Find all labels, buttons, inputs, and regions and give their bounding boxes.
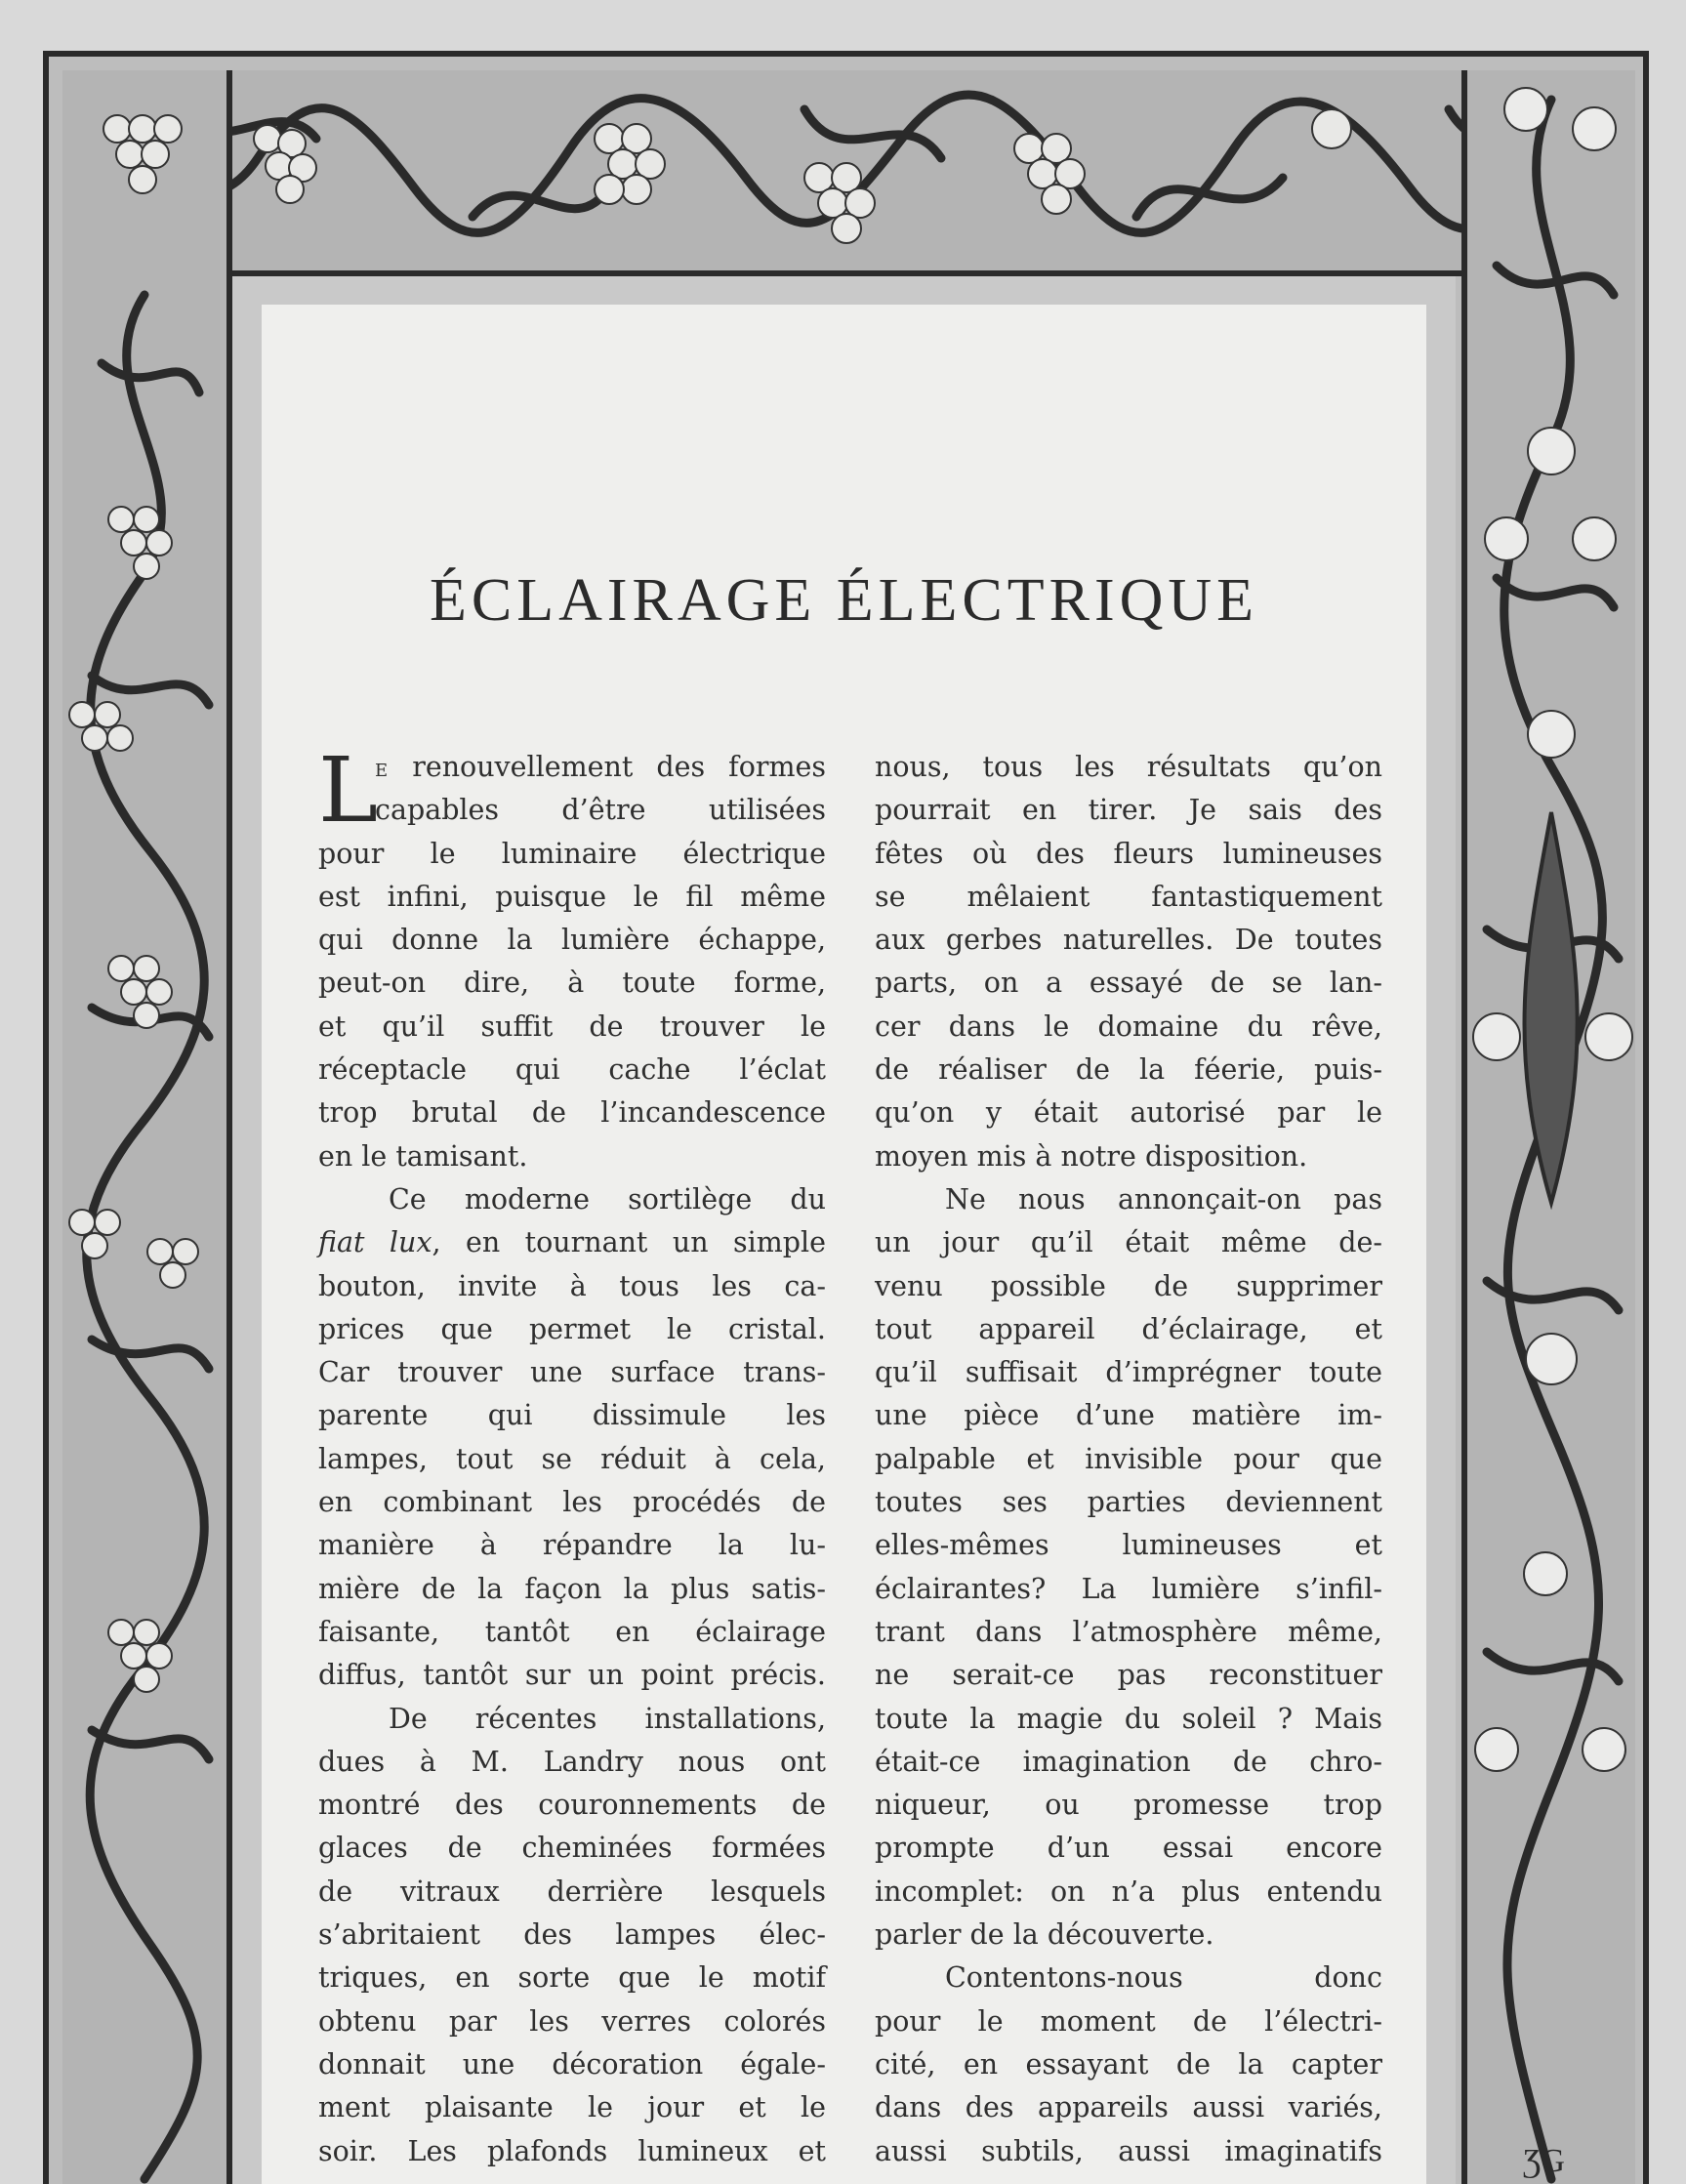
text-line: dans des appareils aussi variés,: [875, 2091, 1382, 2124]
text-line: niqueur, ou promesse trop: [875, 1789, 1382, 1822]
text-line: de vitraux derrière lesquels: [318, 1875, 826, 1908]
article-title: ÉCLAIRAGE ÉLECTRIQUE: [429, 567, 1259, 634]
top-ornament-band: [62, 70, 1629, 276]
text-line: prices que permet le cristal.: [318, 1312, 826, 1345]
text-line: obtenu par les verres colorés: [318, 2004, 826, 2038]
text-line: éclairantes? La lumière s’infil-: [875, 1572, 1382, 1605]
text-line: de réaliser de la féerie, puis-: [875, 1053, 1382, 1087]
right-column: [875, 746, 1382, 2173]
text-line: elles-mêmes lumineuses et: [875, 1529, 1382, 1562]
drop-cap: L: [318, 738, 379, 843]
text-line: s’abritaient des lampes élec-: [318, 1918, 826, 1952]
right-ornament-band: [1461, 70, 1635, 2184]
text-line: pourrait en tirer. Je sais des: [875, 794, 1382, 827]
text-line: aussi subtils, aussi imaginatifs: [875, 2134, 1382, 2167]
text-line: Contentons-nous donc: [945, 1961, 1382, 1995]
text-line: qu’il suffisait d’imprégner toute: [875, 1356, 1382, 1389]
text-line: trop brutal de l’incandescence: [318, 1096, 826, 1130]
text-line: réceptacle qui cache l’éclat: [318, 1053, 826, 1087]
text-line: toute la magie du soleil ? Mais: [875, 1702, 1382, 1735]
text-line: était-ce imagination de chro-: [875, 1745, 1382, 1778]
text-line: De récentes installations,: [389, 1702, 826, 1735]
text-line: [318, 746, 826, 789]
text-line: fêtes où des fleurs lumineuses: [875, 837, 1382, 870]
text-line: glaces de cheminées formées: [318, 1832, 826, 1865]
text-line: en combinant les procédés de: [318, 1486, 826, 1519]
text-line: parts, on a essayé de se lan-: [875, 967, 1382, 1000]
text-line: parler de la découverte.: [875, 1918, 1214, 1952]
text-line: prompte d’un essai encore: [875, 1832, 1382, 1865]
text-line: aux gerbes naturelles. De toutes: [875, 924, 1382, 957]
text-line: lampes, tout se réduit à cela,: [318, 1442, 826, 1475]
text-line: tout appareil d’éclairage, et: [875, 1312, 1382, 1345]
text-line: qu’on y était autorisé par le: [875, 1096, 1382, 1130]
text-line: ment plaisante le jour et le: [318, 2091, 826, 2124]
text-line-content: renouvellement des formes: [412, 751, 827, 783]
text-line: donnait une décoration égale-: [318, 2047, 826, 2081]
text-line: un jour qu’il était même de-: [875, 1226, 1382, 1259]
text-line: peut-on dire, à toute forme,: [318, 967, 826, 1000]
artist-monogram: ƷG: [1523, 2143, 1565, 2179]
text-line: pour le moment de l’électri-: [875, 2004, 1382, 2038]
text-line: venu possible de supprimer: [875, 1269, 1382, 1302]
text-line: diffus, tantôt sur un point précis.: [318, 1659, 826, 1692]
text-line: en le tamisant.: [318, 1139, 528, 1173]
opening-lines: [318, 738, 827, 843]
left-ornament-band: [62, 70, 232, 2184]
text-line-content: , en tournant un simple: [432, 1226, 826, 1259]
text-line: bouton, invite à tous les ca-: [318, 1269, 826, 1302]
text-line: pour le luminaire électrique: [318, 837, 826, 870]
text-line: soir. Les plafonds lumineux et: [318, 2134, 826, 2167]
text-line: cité, en essayant de la capter: [875, 2047, 1382, 2081]
text-line: Ne nous annonçait-on pas: [945, 1182, 1382, 1216]
text-line: trant dans l’atmosphère même,: [875, 1615, 1382, 1648]
grape-vine-ornament: [62, 70, 1629, 270]
text-line: montré des couronnements de: [318, 1789, 826, 1822]
text-line: incomplet: on n’a plus entendu: [875, 1875, 1382, 1908]
text-line: nous, tous les résultats qu’on: [875, 751, 1382, 783]
text-line: palpable et invisible pour que: [875, 1442, 1382, 1475]
text-line: ne serait-ce pas reconstituer: [875, 1659, 1382, 1692]
italic-phrase: fiat lux: [318, 1226, 432, 1259]
text-line: triques, en sorte que le motif: [318, 1961, 826, 1995]
text-line: toutes ses parties deviennent: [875, 1486, 1382, 1519]
text-line: moyen mis à notre disposition.: [875, 1139, 1308, 1173]
text-line: Car trouver une surface trans-: [318, 1356, 826, 1389]
text-line: parente qui dissimule les: [318, 1399, 826, 1432]
text-line: capables d’être utilisées: [375, 794, 826, 827]
text-line: se mêlaient fantastiquement: [875, 880, 1382, 913]
text-line: est infini, puisque le fil même: [318, 880, 826, 913]
left-column: [318, 738, 827, 2173]
text-line: cer dans le domaine du rêve,: [875, 1010, 1382, 1043]
text-line: et qu’il suffit de trouver le: [318, 1010, 826, 1043]
text-line: manière à répandre la lu-: [318, 1529, 826, 1562]
text-line: qui donne la lumière échappe,: [318, 924, 826, 957]
text-line: Ce moderne sortilège du: [389, 1182, 826, 1216]
text-line: mière de la façon la plus satis-: [318, 1572, 826, 1605]
text-line: dues à M. Landry nous ont: [318, 1745, 826, 1778]
text-line: [318, 1221, 826, 1264]
small-cap-letter: E: [375, 761, 390, 781]
grape-vine-ornament: [62, 70, 226, 2184]
text-line: une pièce d’une matière im-: [875, 1399, 1382, 1432]
pomegranate-vine-ornament: [1467, 70, 1635, 2184]
text-line: faisante, tantôt en éclairage: [318, 1615, 826, 1648]
